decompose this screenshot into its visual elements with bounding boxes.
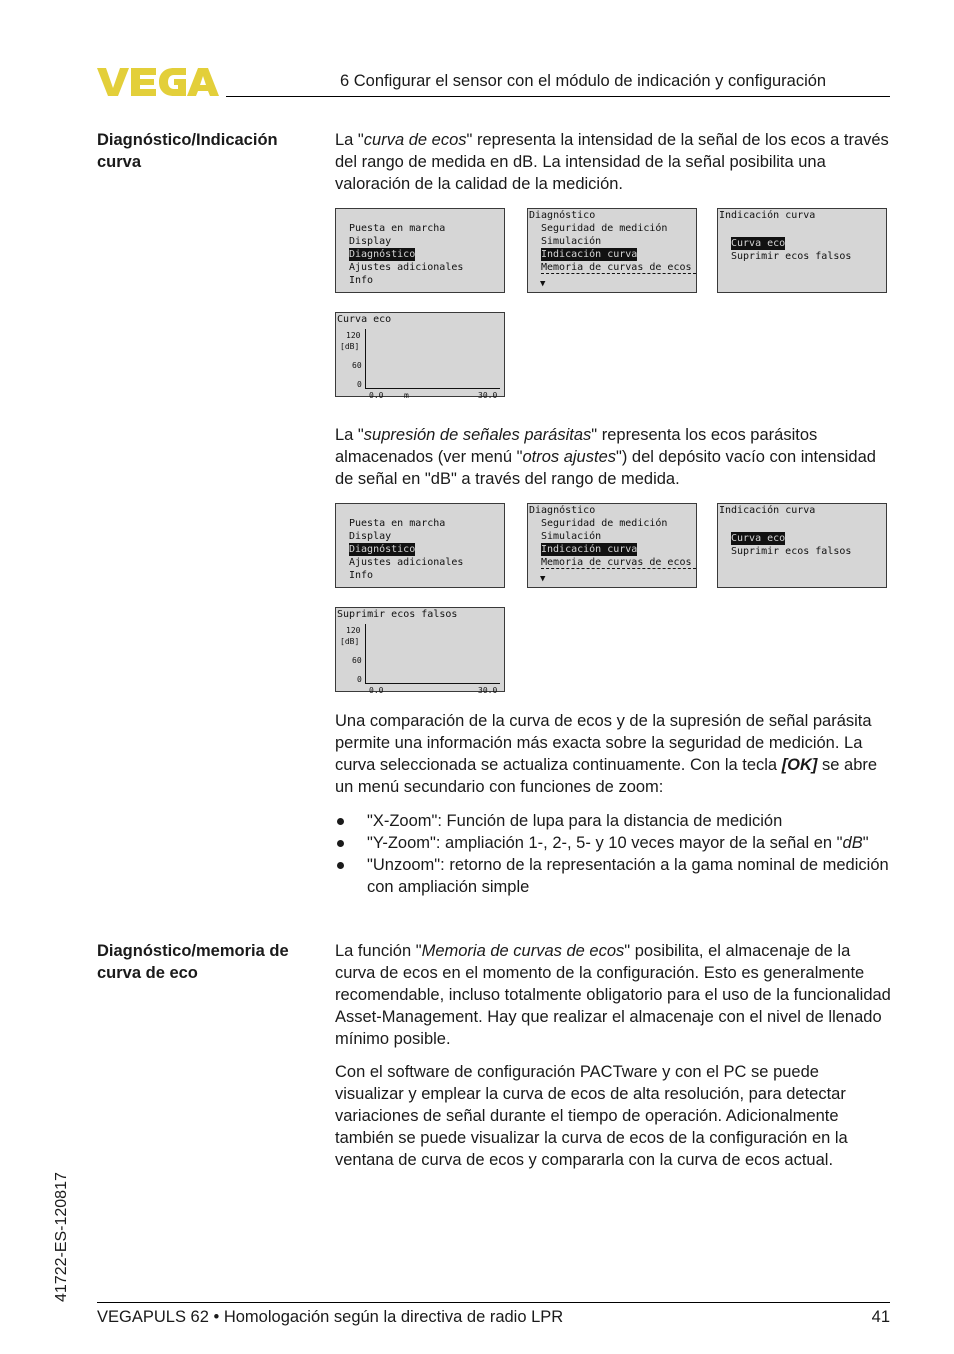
lcd-main-menu-2: Puesta en marcha Display Diagnóstico Ajustes adicionales Info — [335, 503, 505, 588]
lcd-curve-menu: Indicación curva Curva eco Suprimir ecos falsos — [717, 208, 887, 293]
comparison-paragraph: Una comparación de la curva de ecos y de la supresión de señal parásita permite una información más exacta sobre la seguridad de medición. La curva seleccionada se actualiza continuamente. Con la tecla [OK] se abre un menú secundario con funciones de zoom: — [335, 712, 878, 796]
scroll-down-icon: ▼ — [540, 574, 546, 584]
document-id: 41722-ES-120817 — [53, 1172, 70, 1302]
vega-logo — [97, 66, 219, 98]
lcd-main-menu: Puesta en marcha Display Diagnóstico Ajustes adicionales Info — [335, 208, 505, 293]
lcd-echo-curve-graph: Curva eco 120 [dB] 60 0 0.0 m 30.0 — [335, 312, 505, 397]
lcd-diag-menu-2: Diagnóstico Seguridad de medición Simulación Indicación curva Memoria de curvas de ecos ▼ — [527, 503, 697, 588]
pactware-paragraph: Con el software de configuración PACTware y con el PC se puede visualizar y emplear la curva de ecos de alta resolución, para detectar variaciones de señal durante el tiempo de operación. Adicionalmente también se puede visualizar la curva de ecos de la configuración en la ventana de curva de ecos y compararla con la curva de ecos actual. — [335, 1063, 848, 1169]
header-rule — [226, 96, 890, 97]
side-heading-indicacion-curva: Diagnóstico/Indicación curva — [97, 131, 278, 171]
intro-paragraph: La "curva de ecos" representa la intensidad de la señal de los ecos a través del rango de medida en dB. La intensidad de la señal posibilita una valoración de la calidad de la medición. — [335, 131, 889, 193]
lcd-curve-menu-2: Indicación curva Curva eco Suprimir ecos falsos — [717, 503, 887, 588]
zoom-list — [335, 810, 891, 898]
list-item: "Y-Zoom": ampliación 1-, 2-, 5- y 10 veces mayor de la señal en "dB" — [335, 832, 891, 854]
memory-paragraph: La función "Memoria de curvas de ecos" posibilita, el almacenaje de la curva de ecos en el momento de la configuración. Esto es generalmente recomendable, incluso totalmente obligatorio para el uso de la funcionalidad Asset-Management. Hay que realizar el almacenaje con el nivel de llenado mínimo posible. — [335, 942, 891, 1048]
chapter-title: 6 Configurar el sensor con el módulo de indicación y configuración — [340, 72, 827, 90]
side-heading-memoria-curva: Diagnóstico/memoria de curva de eco — [97, 942, 289, 982]
suppression-paragraph: La "supresión de señales parásitas" representa los ecos parásitos almacenados (ver menú "otros ajustes") del depósito vacío con intensidad de señal en "dB" a través del rango de medida. — [335, 426, 876, 488]
lcd-false-echo-graph: Suprimir ecos falsos 120 [dB] 60 0 0.0 30.0 — [335, 607, 505, 692]
lcd-diag-menu: Diagnóstico Seguridad de medición Simulación Indicación curva Memoria de curvas de ecos ▼ — [527, 208, 697, 293]
list-item: "X-Zoom": Función de lupa para la distancia de medición — [335, 810, 891, 832]
footer-product: VEGAPULS 62 • Homologación según la directiva de radio LPR — [97, 1308, 564, 1326]
page-number: 41 — [871, 1308, 890, 1326]
list-item: "Unzoom": retorno de la representación a la gama nominal de medición con ampliación simple — [335, 854, 891, 898]
scroll-down-icon: ▼ — [540, 279, 546, 289]
footer-rule — [97, 1302, 890, 1303]
